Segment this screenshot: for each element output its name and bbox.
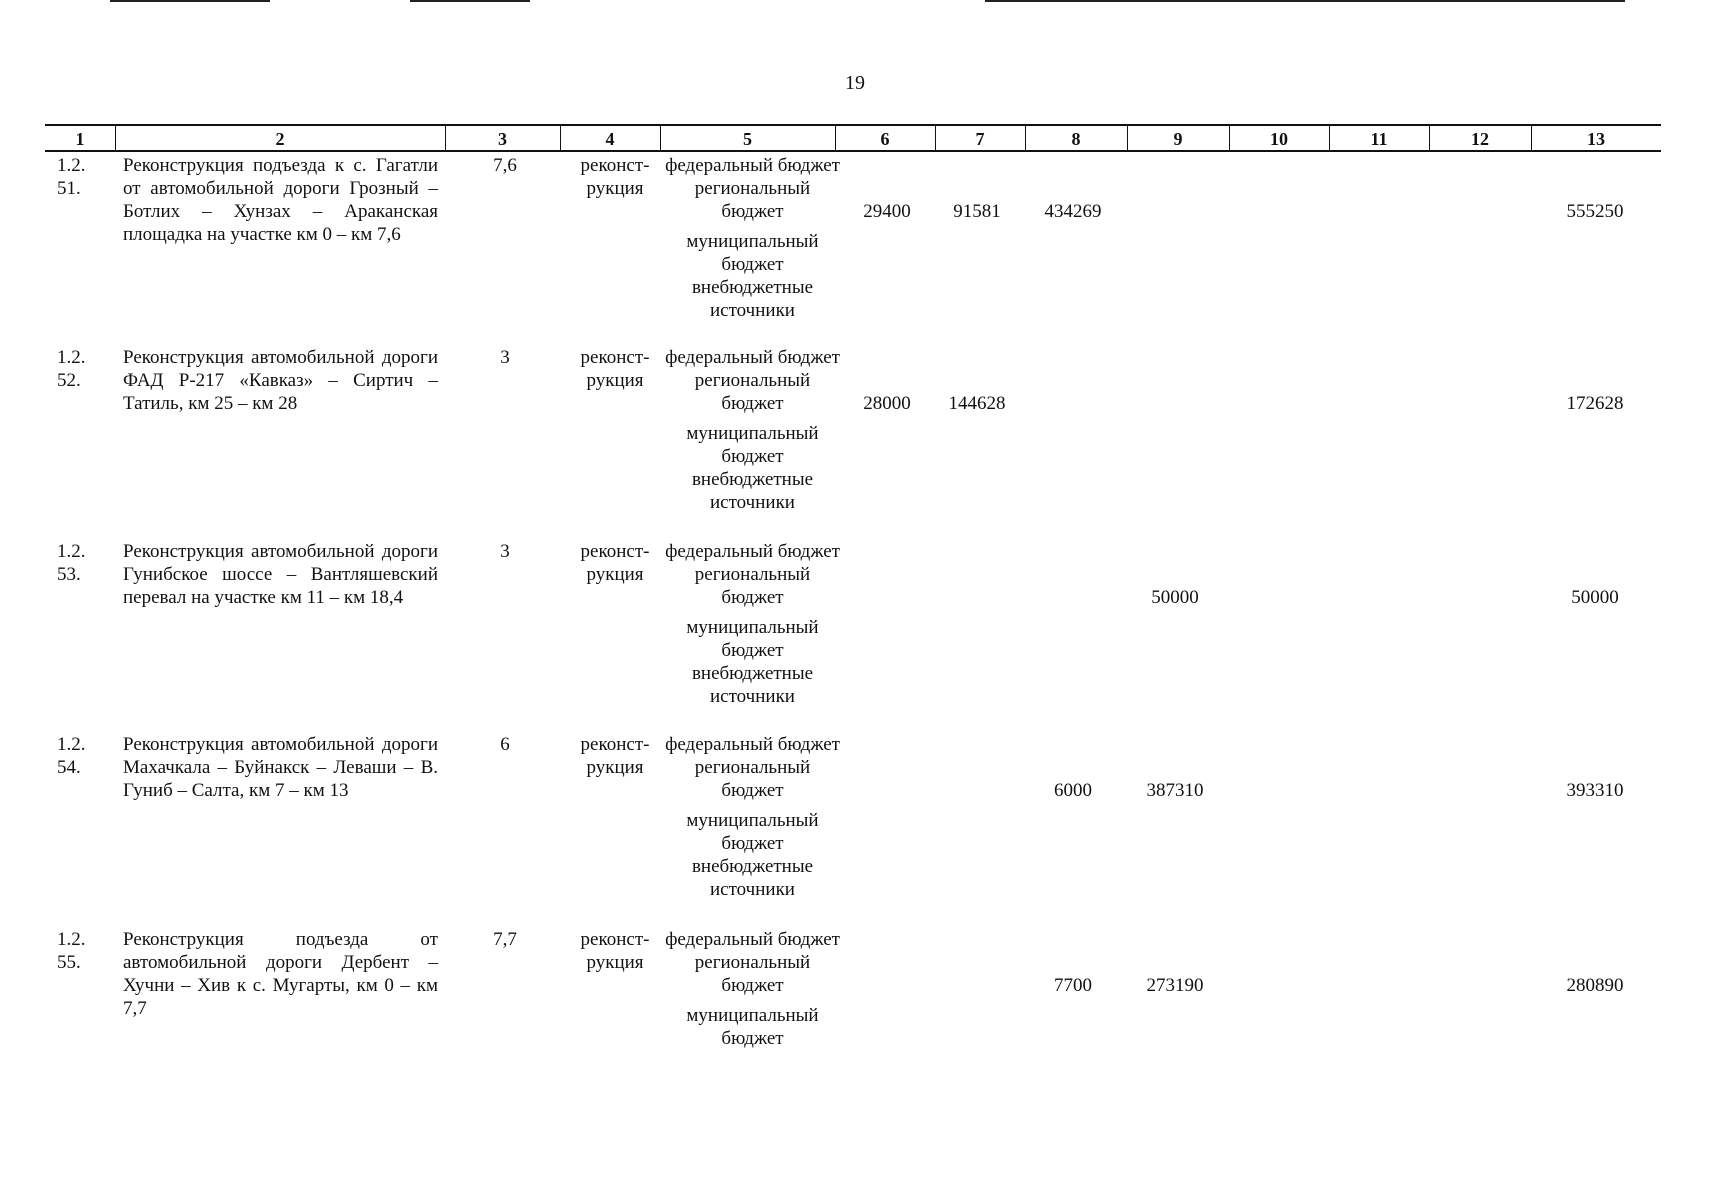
header-col-4: 4 <box>605 129 615 149</box>
col9-value: 273190 <box>1146 975 1204 996</box>
col8-value: 434269 <box>1044 201 1102 222</box>
header-col-8: 8 <box>1071 129 1081 149</box>
col13-value: 50000 <box>1571 587 1619 608</box>
header-col-12: 12 <box>1471 129 1489 149</box>
col8-value: 7700 <box>1054 975 1092 996</box>
source-federal: федеральный бюджет <box>665 347 840 368</box>
header-col-11: 11 <box>1370 129 1388 149</box>
work-type: реконст- рукция <box>580 347 650 391</box>
object-name: Реконструкция автомобильной дороги Махачкала – Буйнакск – Леваши – В. Гуниб – Салта, км 7 – км 13 <box>123 734 438 801</box>
funding-sources <box>665 154 840 322</box>
source-extrabudgetary: внебюджетные источники <box>691 663 814 707</box>
header-col-10: 10 <box>1270 129 1288 149</box>
col6-value: 28000 <box>863 393 911 414</box>
source-federal: федеральный бюджет <box>665 541 840 562</box>
col6-value: 29400 <box>863 201 911 222</box>
length-km: 3 <box>500 347 510 368</box>
col13-value: 280890 <box>1566 975 1624 996</box>
funding-sources <box>665 346 840 514</box>
scan-edge-mark <box>410 0 530 2</box>
funding-sources <box>665 733 840 901</box>
length-km: 3 <box>500 541 510 562</box>
row-number: 1.2. 51. <box>57 155 86 199</box>
source-extrabudgetary: внебюджетные источники <box>691 277 814 321</box>
source-federal: федеральный бюджет <box>665 734 840 755</box>
source-regional: региональный бюджет <box>694 952 811 996</box>
header-col-9: 9 <box>1173 129 1183 149</box>
work-type: реконст- рукция <box>580 541 650 585</box>
source-regional: региональный бюджет <box>694 370 811 414</box>
object-name: Реконструкция автомобильной дороги ФАД Р-217 «Кавказ» – Сиртич – Татиль, км 25 – км 28 <box>123 347 438 414</box>
row-number: 1.2. 53. <box>57 541 86 585</box>
source-municipal: муниципальный бюджет <box>686 617 819 661</box>
object-name: Реконструкция автомобильной дороги Гунибское шоссе – Вантляшевский перевал на участке км 11 – км 18,4 <box>123 541 438 608</box>
length-km: 7,6 <box>493 155 517 176</box>
source-municipal: муниципальный бюджет <box>686 231 819 275</box>
source-federal: федеральный бюджет <box>665 929 840 950</box>
row-number: 1.2. 54. <box>57 734 86 778</box>
header-col-3: 3 <box>498 129 507 149</box>
source-regional: региональный бюджет <box>694 757 811 801</box>
object-name: Реконструкция подъезда от автомобильной дороги Дербент – Хучни – Хив к с. Мугарты, км 0 – км 7,7 <box>123 929 438 1019</box>
source-regional: региональный бюджет <box>694 564 811 608</box>
col13-value: 172628 <box>1566 393 1624 414</box>
source-regional: региональный бюджет <box>694 178 811 222</box>
col9-value: 50000 <box>1151 587 1199 608</box>
scan-edge-mark <box>985 0 1625 2</box>
col13-value: 393310 <box>1566 780 1624 801</box>
work-type: реконст- рукция <box>580 734 650 778</box>
col8-value: 6000 <box>1054 780 1092 801</box>
table-header <box>45 124 1661 152</box>
length-km: 6 <box>500 734 510 755</box>
header-col-6: 6 <box>880 129 890 149</box>
header-col-13: 13 <box>1587 129 1605 149</box>
col9-value: 387310 <box>1146 780 1204 801</box>
row-number: 1.2. 52. <box>57 347 86 391</box>
funding-sources <box>665 928 840 1050</box>
header-col-5: 5 <box>743 129 752 149</box>
page-number: 19 <box>845 72 865 94</box>
work-type: реконст- рукция <box>580 929 650 973</box>
col7-value: 91581 <box>953 201 1001 222</box>
object-name: Реконструкция подъезда к с. Гагатли от автомобильной дороги Грозный – Ботлих – Хунзах – Араканская площадка на участке км 0 – км 7,6 <box>123 155 438 245</box>
source-extrabudgetary: внебюджетные источники <box>691 856 814 900</box>
col13-value: 555250 <box>1566 201 1624 222</box>
funding-sources <box>665 540 840 708</box>
work-type: реконст- рукция <box>580 155 650 199</box>
source-municipal: муниципальный бюджет <box>686 1005 819 1049</box>
length-km: 7,7 <box>493 929 517 950</box>
row-number: 1.2. 55. <box>57 929 86 973</box>
header-col-1: 1 <box>75 129 85 149</box>
source-municipal: муниципальный бюджет <box>686 810 819 854</box>
header-col-7: 7 <box>975 129 985 149</box>
source-extrabudgetary: внебюджетные источники <box>691 469 814 513</box>
col7-value: 144628 <box>948 393 1006 414</box>
source-federal: федеральный бюджет <box>665 155 840 176</box>
source-municipal: муниципальный бюджет <box>686 423 819 467</box>
scan-edge-mark <box>110 0 270 2</box>
header-col-2: 2 <box>275 129 285 149</box>
